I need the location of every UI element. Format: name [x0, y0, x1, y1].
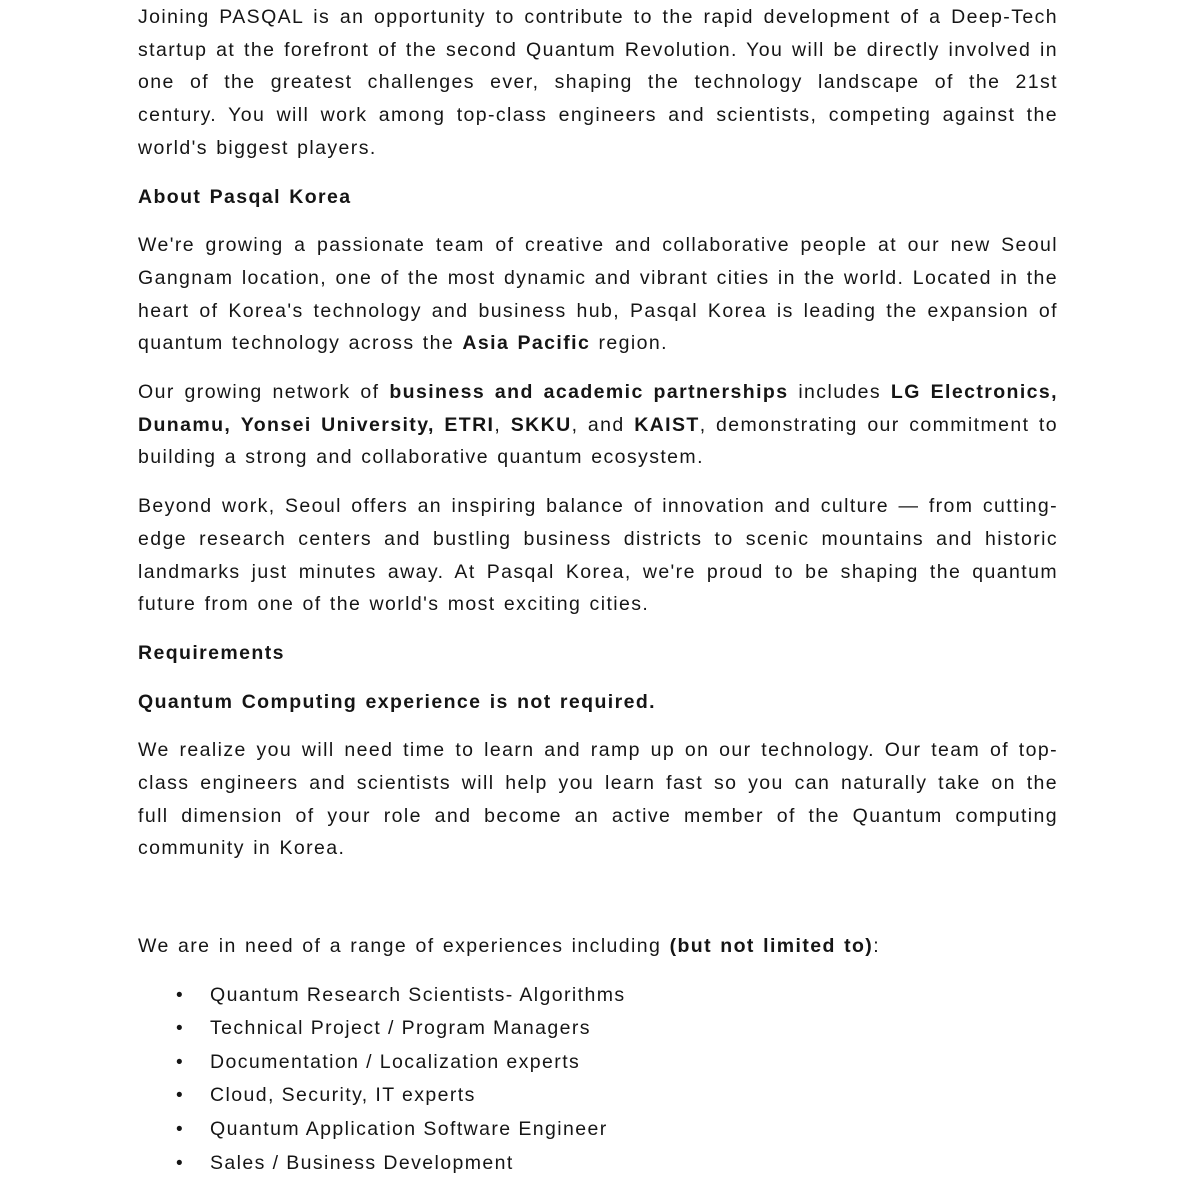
paragraph-partnerships	[138, 376, 1058, 474]
paragraph-about-korea	[138, 229, 1058, 360]
list-item-label: Technical Project / Program Managers	[210, 1017, 591, 1040]
partnerships-run: ,	[494, 413, 511, 436]
paragraph-learning-text: We realize you will need time to learn and ramp up on our technology. Our team of top-class engineers and scientists will help you learn fast so you can naturally take on the full dimension of your role and become an active member of the Quantum computing community in Korea.	[138, 739, 1058, 860]
need-run-regular: We are in need of a range of experiences including	[138, 934, 670, 957]
bullet-icon: •	[176, 1085, 185, 1107]
bullet-icon: •	[176, 984, 185, 1006]
partnerships-run-bold: business and academic partnerships	[389, 381, 789, 404]
partnerships-run	[231, 414, 241, 436]
heading-about-pasqal-korea	[138, 181, 1058, 214]
about-run-regular-end: region.	[590, 332, 668, 355]
experience-list	[138, 979, 1058, 1181]
paragraph-learning	[138, 734, 1058, 865]
list-item-label: Quantum Research Scientists- Algorithms	[210, 983, 626, 1006]
list-item-documentation	[138, 1046, 1058, 1080]
heading-requirements	[138, 637, 1058, 670]
partnerships-run	[435, 414, 445, 436]
partnerships-run: , and	[571, 413, 635, 436]
list-item-label: Cloud, Security, IT experts	[210, 1084, 476, 1107]
about-run-regular: We're growing a passionate team of creative and collaborative people at our new Seoul Gangnam location, one of the most dynamic and vibrant cities in the world. Located in the heart of Korea's technology and business hub, Pasqal Korea is leading the expansion of quantum technology across the	[138, 234, 1058, 355]
list-item-label: Quantum Application Software Engineer	[210, 1117, 608, 1140]
need-run-colon: :	[873, 934, 881, 957]
paragraph-beyond-work-text: Beyond work, Seoul offers an inspiring balance of innovation and culture — from cutting-edge research centers and bustling business districts to scenic mountains and historic landmarks just minutes away. At Pasqal Korea, we're proud to be shaping the quantum future from one of the world's most exciting cities.	[138, 495, 1058, 616]
experience-note-text: Quantum Computing experience is not required.	[138, 690, 656, 713]
paragraph-intro	[138, 1, 1058, 165]
partner-yonsei-university: Yonsei University,	[240, 413, 435, 436]
bullet-icon: •	[176, 1118, 185, 1140]
heading-requirements-text: Requirements	[138, 641, 285, 664]
list-item-label: Sales / Business Development	[210, 1151, 514, 1174]
partnerships-run: includes	[788, 381, 891, 404]
bullet-icon: •	[176, 1152, 185, 1174]
heading-about-text: About Pasqal Korea	[138, 185, 352, 208]
list-item-cloud-security	[138, 1079, 1058, 1113]
need-run-bold: (but not limited to)	[669, 934, 874, 957]
partnerships-run: Our growing network of	[138, 381, 390, 404]
partner-lg-electronics: LG Electronics,	[890, 381, 1058, 404]
list-item-quantum-research	[138, 979, 1058, 1013]
bullet-icon: •	[176, 1051, 185, 1073]
partner-etri: ETRI	[444, 413, 495, 436]
paragraph-experience-note	[138, 686, 1058, 719]
paragraph-experience-range	[138, 930, 1058, 963]
paragraph-intro-text: Joining PASQAL is an opportunity to contribute to the rapid development of a Deep-Tech startup at the forefront of the second Quantum Revolution. You will be directly involved in one of the greatest challenges ever, shaping the technology landscape of the 21st century. You will work among top-class engineers and scientists, competing against the world's biggest players.	[138, 6, 1058, 159]
list-item-technical-project	[138, 1012, 1058, 1046]
about-run-bold: Asia Pacific	[462, 332, 591, 355]
partner-kaist: KAIST	[634, 413, 700, 436]
paragraph-beyond-work	[138, 490, 1058, 621]
bullet-icon: •	[176, 1018, 185, 1040]
partner-skku: SKKU	[510, 413, 572, 436]
blank-line	[138, 881, 1058, 914]
partner-dunamu: Dunamu,	[138, 413, 232, 436]
list-item-quantum-application	[138, 1113, 1058, 1147]
list-item-sales-business	[138, 1147, 1058, 1181]
list-item-label: Documentation / Localization experts	[210, 1050, 581, 1073]
partnerships-run-end: , demonstrating our commitment to building a strong and collaborative quantum ecosystem.	[138, 413, 1058, 469]
